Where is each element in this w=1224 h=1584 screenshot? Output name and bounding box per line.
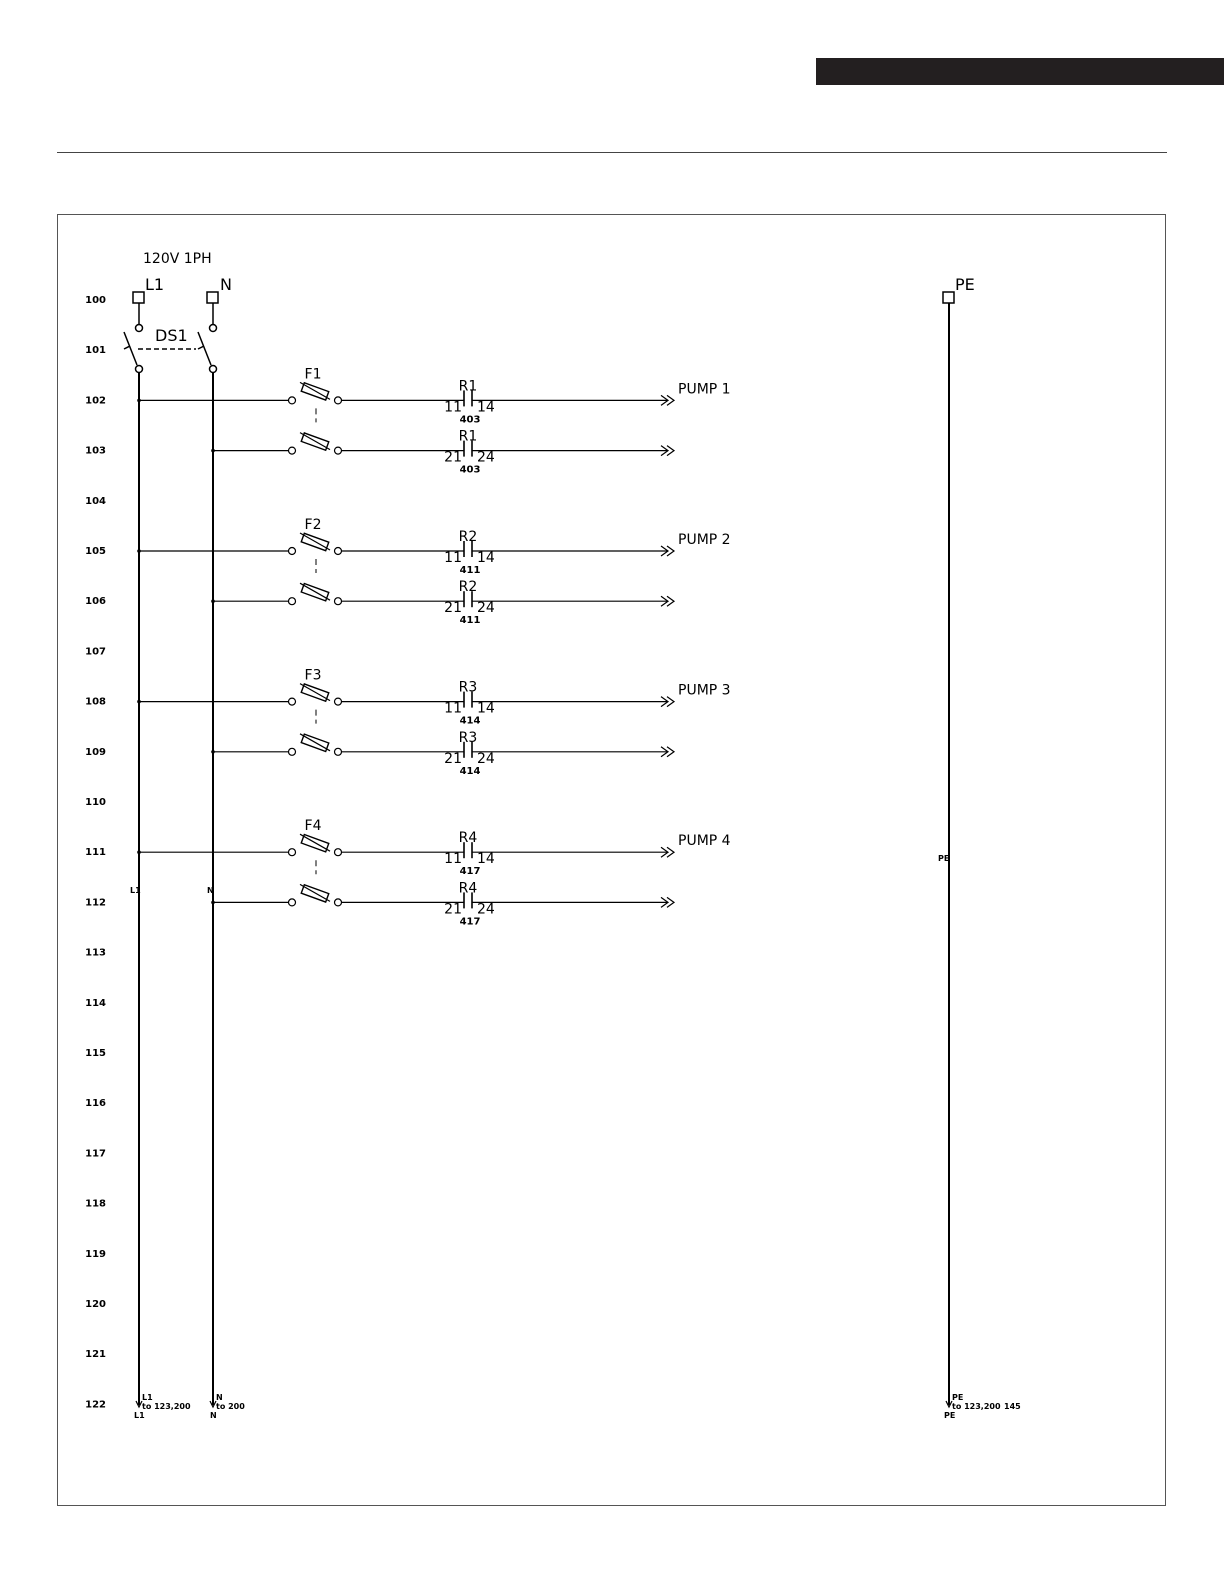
pe-cont-bottom: PE — [944, 1411, 956, 1420]
pe-cont-to: to 123,200 — [952, 1402, 1001, 1411]
n-cont-to: to 200 — [216, 1402, 245, 1411]
fuse-label: F1 — [304, 366, 322, 383]
fuse-terminal — [289, 698, 296, 705]
fuse-terminal — [335, 849, 342, 856]
fuse-label: F4 — [304, 818, 322, 835]
relay-label: R2 — [458, 529, 478, 545]
pump-circuit — [137, 668, 730, 777]
fuse-terminal — [335, 548, 342, 555]
row-number: 101 — [85, 345, 106, 357]
row-number: 111 — [85, 847, 106, 859]
fuse-terminal — [289, 748, 296, 755]
pe-rail-mark: PE — [938, 854, 950, 863]
contact-reference: 414 — [459, 765, 481, 777]
fuse-terminal — [335, 598, 342, 605]
junction-dot — [137, 399, 141, 403]
contact-left-number: 21 — [444, 901, 462, 918]
relay-label: R4 — [458, 880, 478, 897]
pump-label: PUMP 1 — [678, 381, 731, 398]
contact-right-number: 14 — [477, 399, 495, 416]
fuse-terminal — [335, 899, 342, 906]
contact-reference: 403 — [459, 414, 481, 426]
row-number: 120 — [85, 1299, 106, 1310]
relay-label: R3 — [458, 679, 478, 696]
supply-voltage-label: 120V 1PH — [143, 251, 212, 267]
pump-label: PUMP 2 — [678, 532, 731, 548]
relay-label: R3 — [458, 729, 478, 746]
row-number: 103 — [85, 445, 106, 457]
fuse-terminal — [335, 698, 342, 705]
contact-left-number: 11 — [444, 550, 462, 566]
contact-left-number: 11 — [444, 851, 462, 868]
contact-reference: 403 — [459, 464, 481, 476]
fuse-terminal — [289, 447, 296, 454]
row-number: 112 — [85, 897, 106, 909]
l1-cont-to: to 123,200 — [142, 1402, 191, 1411]
ds1-label: DS1 — [155, 326, 188, 345]
contact-right-number: 24 — [477, 449, 495, 466]
contact-reference: 411 — [459, 565, 481, 576]
contact-right-number: 24 — [477, 600, 495, 617]
row-number: 105 — [85, 546, 106, 557]
n-label: N — [220, 275, 232, 294]
contact-reference: 411 — [459, 615, 481, 627]
row-number: 118 — [85, 1198, 106, 1210]
row-number: 102 — [85, 395, 106, 407]
relay-label: R4 — [458, 830, 478, 847]
fuse-terminal — [289, 849, 296, 856]
contact-left-number: 21 — [444, 600, 462, 617]
fuse-terminal — [335, 447, 342, 454]
n-cont-top: N — [216, 1393, 223, 1402]
row-number: 119 — [85, 1248, 106, 1260]
l1-label: L1 — [145, 275, 165, 294]
fuse-terminal — [335, 397, 342, 404]
pump-label: PUMP 4 — [678, 833, 731, 850]
relay-label: R2 — [458, 579, 478, 596]
row-number: 107 — [85, 646, 106, 658]
fuse-terminal — [289, 899, 296, 906]
row-number: 121 — [85, 1349, 106, 1361]
l1-cont-bottom: L1 — [134, 1411, 145, 1420]
pump-circuit — [137, 366, 730, 475]
fuse-label: F3 — [304, 667, 322, 684]
fuse-terminal — [289, 397, 296, 404]
pump-circuit — [137, 818, 730, 927]
contact-right-number: 14 — [477, 550, 495, 566]
n-cont-bottom: N — [210, 1411, 217, 1420]
row-number: 108 — [85, 696, 106, 708]
pump-label: PUMP 3 — [678, 682, 731, 699]
pump-circuit — [137, 517, 730, 626]
row-number: 122 — [85, 1399, 106, 1411]
row-number: 115 — [85, 1048, 106, 1059]
contact-right-number: 24 — [477, 750, 495, 767]
contact-left-number: 11 — [444, 399, 462, 416]
contact-left-number: 21 — [444, 750, 462, 767]
l1-cont-top: L1 — [142, 1393, 153, 1402]
row-number: 106 — [85, 596, 106, 608]
row-number: 104 — [85, 495, 106, 507]
relay-label: R1 — [458, 428, 478, 445]
contact-right-number: 24 — [477, 901, 495, 918]
contact-left-number: 21 — [444, 449, 462, 466]
n-rail-mark: N — [207, 886, 214, 895]
row-number: 116 — [85, 1098, 106, 1110]
n-terminal — [207, 292, 218, 303]
fuse-terminal — [335, 748, 342, 755]
fuse-terminal — [289, 598, 296, 605]
row-number: 109 — [85, 746, 106, 758]
contact-right-number: 14 — [477, 700, 495, 717]
row-number: 113 — [85, 947, 106, 959]
relay-label: R1 — [458, 378, 478, 395]
fuse-label: F2 — [304, 517, 322, 533]
contact-reference: 417 — [459, 866, 481, 878]
fuse-terminal — [289, 548, 296, 555]
contact-reference: 414 — [459, 715, 481, 727]
junction-dot — [137, 700, 141, 704]
row-number: 110 — [85, 797, 106, 808]
row-number: 114 — [85, 997, 106, 1009]
pe-cont-top: PE — [952, 1393, 964, 1402]
junction-dot — [137, 549, 141, 553]
contact-reference: 417 — [459, 916, 481, 928]
junction-dot — [137, 850, 141, 854]
row-number: 100 — [85, 295, 106, 306]
row-number: 117 — [85, 1148, 106, 1160]
l1-terminal — [133, 292, 144, 303]
pe-cont-extra: 145 — [1004, 1402, 1021, 1411]
contact-right-number: 14 — [477, 851, 495, 868]
pe-terminal — [943, 292, 954, 303]
pe-label: PE — [955, 275, 975, 294]
l1-rail-mark: L1 — [130, 886, 141, 895]
contact-left-number: 11 — [444, 700, 462, 717]
